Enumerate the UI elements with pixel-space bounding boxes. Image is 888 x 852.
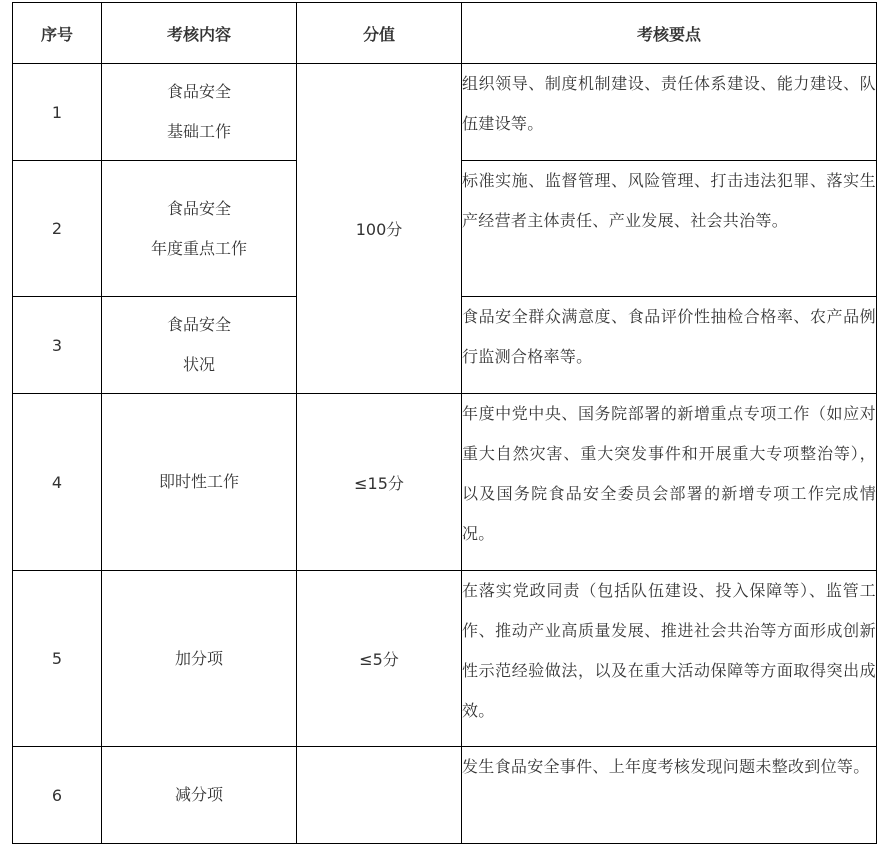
assessment-points: 在落实党政同责（包括队伍建设、投入保障等）、监管工作、推动产业高质量发展、推进社会共治等方面形成创新性示范经验做法，以及在重大活动保障等方面取得突出成效。 xyxy=(462,571,877,747)
content-line: 基础工作 xyxy=(166,122,231,141)
assessment-content xyxy=(102,747,297,844)
row-number: 3 xyxy=(13,297,102,394)
content-line: 加分项 xyxy=(174,648,223,668)
header-content: 考核内容 xyxy=(102,3,297,64)
assessment-content xyxy=(102,571,297,747)
row-number: 2 xyxy=(13,161,102,297)
content-line: 即时性工作 xyxy=(158,472,239,491)
content-line: 年度重点工作 xyxy=(150,238,247,258)
row-number: 4 xyxy=(13,394,102,571)
row-number: 6 xyxy=(13,747,102,844)
row-number: 5 xyxy=(13,571,102,747)
table-header-row xyxy=(13,3,877,64)
assessment-points: 发生食品安全事件、上年度考核发现问题未整改到位等。 xyxy=(462,747,877,844)
header-no: 序号 xyxy=(13,3,102,64)
score-value: ≤15分 xyxy=(297,394,462,571)
table-row xyxy=(13,394,877,571)
table-row xyxy=(13,64,877,161)
assessment-points: 食品安全群众满意度、食品评价性抽检合格率、农产品例行监测合格率等。 xyxy=(462,297,877,394)
assessment-content xyxy=(102,161,297,297)
row-number: 1 xyxy=(13,64,102,161)
content-line: 食品安全 xyxy=(166,82,231,101)
assessment-content xyxy=(102,297,297,394)
score-value: 100分 xyxy=(297,64,462,394)
content-line: 减分项 xyxy=(174,785,223,804)
content-line: 食品安全 xyxy=(166,315,231,334)
assessment-content xyxy=(102,394,297,571)
assessment-points: 组织领导、制度机制建设、责任体系建设、能力建设、队伍建设等。 xyxy=(462,64,877,161)
table-row xyxy=(13,747,877,844)
score-value xyxy=(297,747,462,844)
header-score: 分值 xyxy=(297,3,462,64)
assessment-points: 年度中党中央、国务院部署的新增重点专项工作（如应对重大自然灾害、重大突发事件和开展重大专项整治等），以及国务院食品安全委员会部署的新增专项工作完成情况。 xyxy=(462,394,877,571)
assessment-content xyxy=(102,64,297,161)
score-value: ≤5分 xyxy=(297,571,462,747)
assessment-points: 标准实施、监督管理、风险管理、打击违法犯罪、落实生产经营者主体责任、产业发展、社会共治等。 xyxy=(462,161,877,297)
table-row xyxy=(13,571,877,747)
content-line: 食品安全 xyxy=(166,198,231,218)
header-points: 考核要点 xyxy=(462,3,877,64)
assessment-table xyxy=(12,2,877,844)
content-line: 状况 xyxy=(182,355,215,374)
